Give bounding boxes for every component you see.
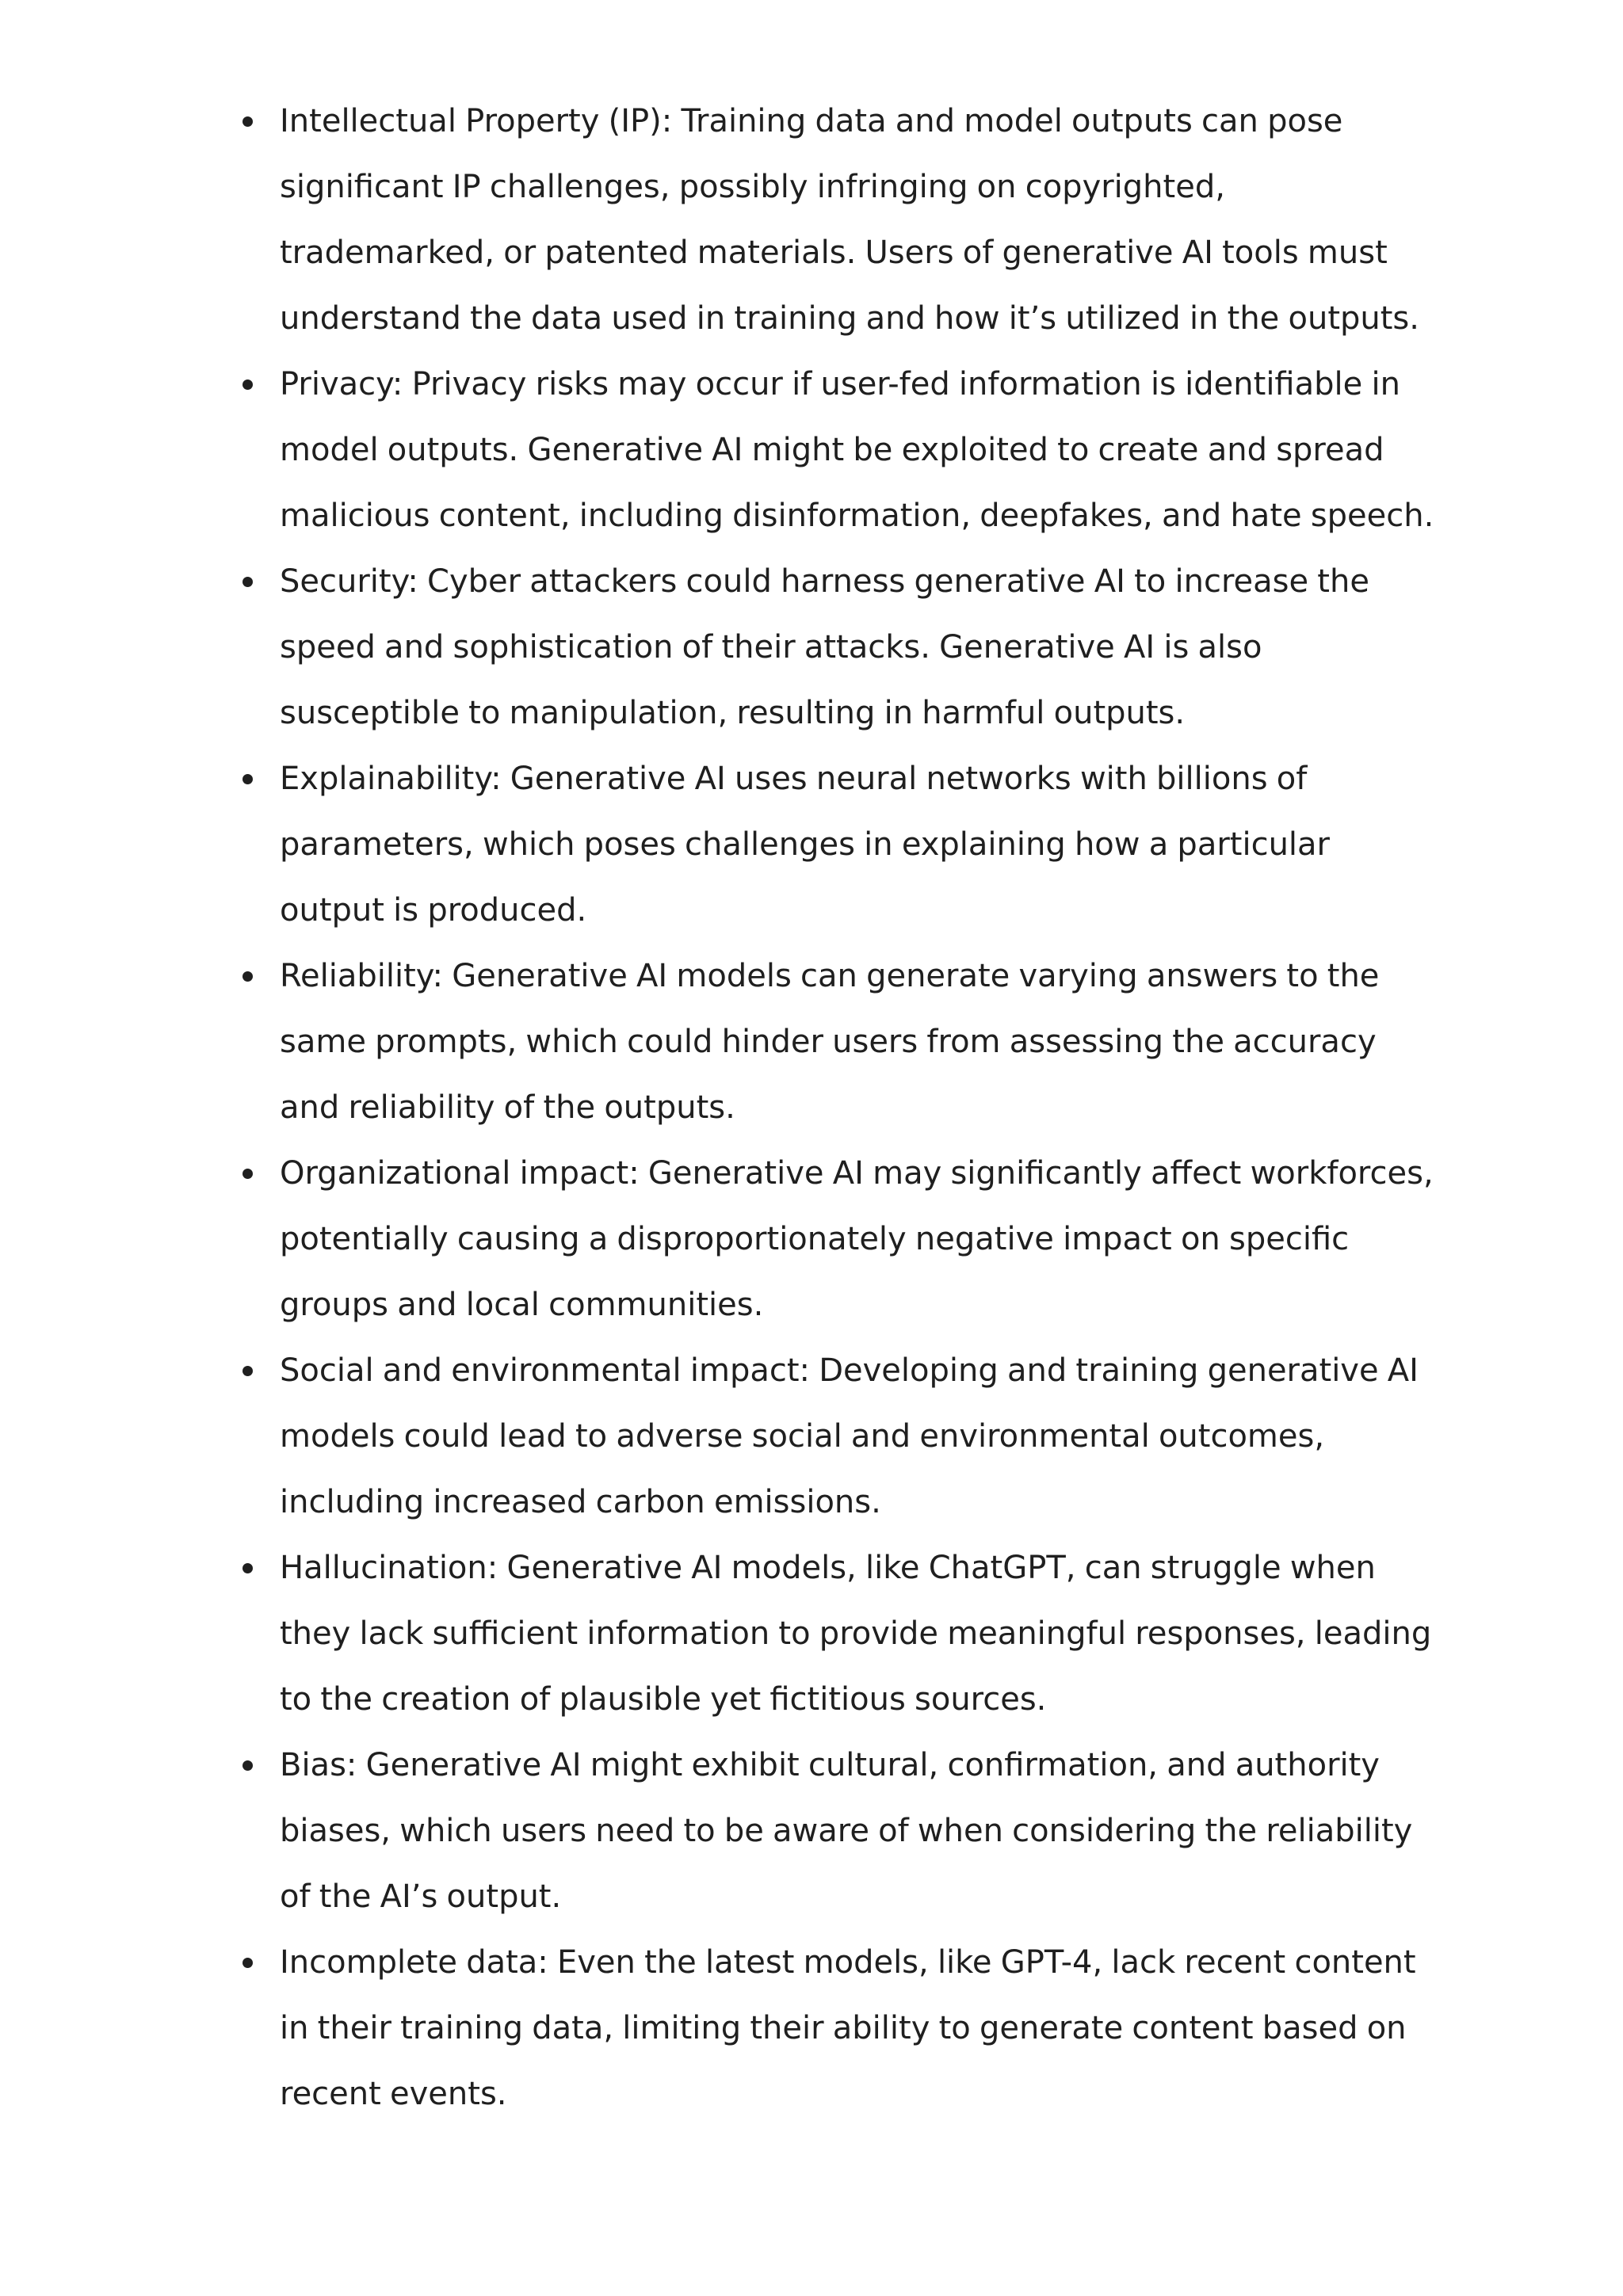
bullet-dot-icon — [242, 1958, 253, 1968]
list-item-text: Organizational impact: Generative AI may significantly affect workforces, potentially causing a disproportionately negative impact on specific groups and local communities. — [280, 1154, 1434, 1323]
list-item — [242, 89, 1439, 352]
list-item — [242, 549, 1439, 746]
bullet-dot-icon — [242, 1366, 253, 1376]
list-item — [242, 1930, 1439, 2127]
list-item — [242, 352, 1439, 549]
bullet-dot-icon — [242, 379, 253, 390]
list-item-text: Hallucination: Generative AI models, like ChatGPT, can struggle when they lack sufficient information to provide meaningful responses, leading to the creation of plausible yet fictitious sources. — [280, 1549, 1432, 1718]
list-item — [242, 1141, 1439, 1338]
bullet-dot-icon — [242, 1760, 253, 1771]
list-item-text: Privacy: Privacy risks may occur if user-fed information is identifiable in model outputs. Generative AI might be exploited to create and spread malicious content, including disinformation, deepfakes, and hate speech. — [280, 365, 1434, 534]
bullet-dot-icon — [242, 1563, 253, 1573]
list-item-text: Social and environmental impact: Developing and training generative AI models could lead to adverse social and environmental outcomes, including increased carbon emissions. — [280, 1352, 1419, 1520]
list-item-text: Security: Cyber attackers could harness generative AI to increase the speed and sophistication of their attacks. Generative AI is also susceptible to manipulation, resulting in harmful outputs. — [280, 563, 1369, 731]
bullet-dot-icon — [242, 116, 253, 127]
bullet-dot-icon — [242, 1169, 253, 1179]
list-item-text: Explainability: Generative AI uses neural networks with billions of parameters, which poses challenges in explaining how a particular output is produced. — [280, 760, 1330, 929]
list-item — [242, 1733, 1439, 1930]
list-item — [242, 1338, 1439, 1535]
list-item-text: Bias: Generative AI might exhibit cultural, confirmation, and authority biases, which users need to be aware of when considering the reliability of the AI’s output. — [280, 1746, 1413, 1915]
bullet-dot-icon — [242, 577, 253, 587]
bullet-dot-icon — [242, 774, 253, 784]
bullet-dot-icon — [242, 971, 253, 982]
risk-bullet-list — [242, 89, 1439, 2127]
list-item-text: Reliability: Generative AI models can generate varying answers to the same prompts, which could hinder users from assessing the accuracy and reliability of the outputs. — [280, 957, 1380, 1126]
list-item-text: Intellectual Property (IP): Training data and model outputs can pose significant IP challenges, possibly infringing on copyrighted, trademarked, or patented materials. Users of generative AI tools must understand the data used in training and how it’s utilized in the outputs. — [280, 102, 1419, 337]
list-item — [242, 1535, 1439, 1733]
list-item-text: Incomplete data: Even the latest models, like GPT-4, lack recent content in their training data, limiting their ability to generate content based on recent events. — [280, 1943, 1416, 2112]
list-item — [242, 944, 1439, 1141]
list-item — [242, 746, 1439, 944]
